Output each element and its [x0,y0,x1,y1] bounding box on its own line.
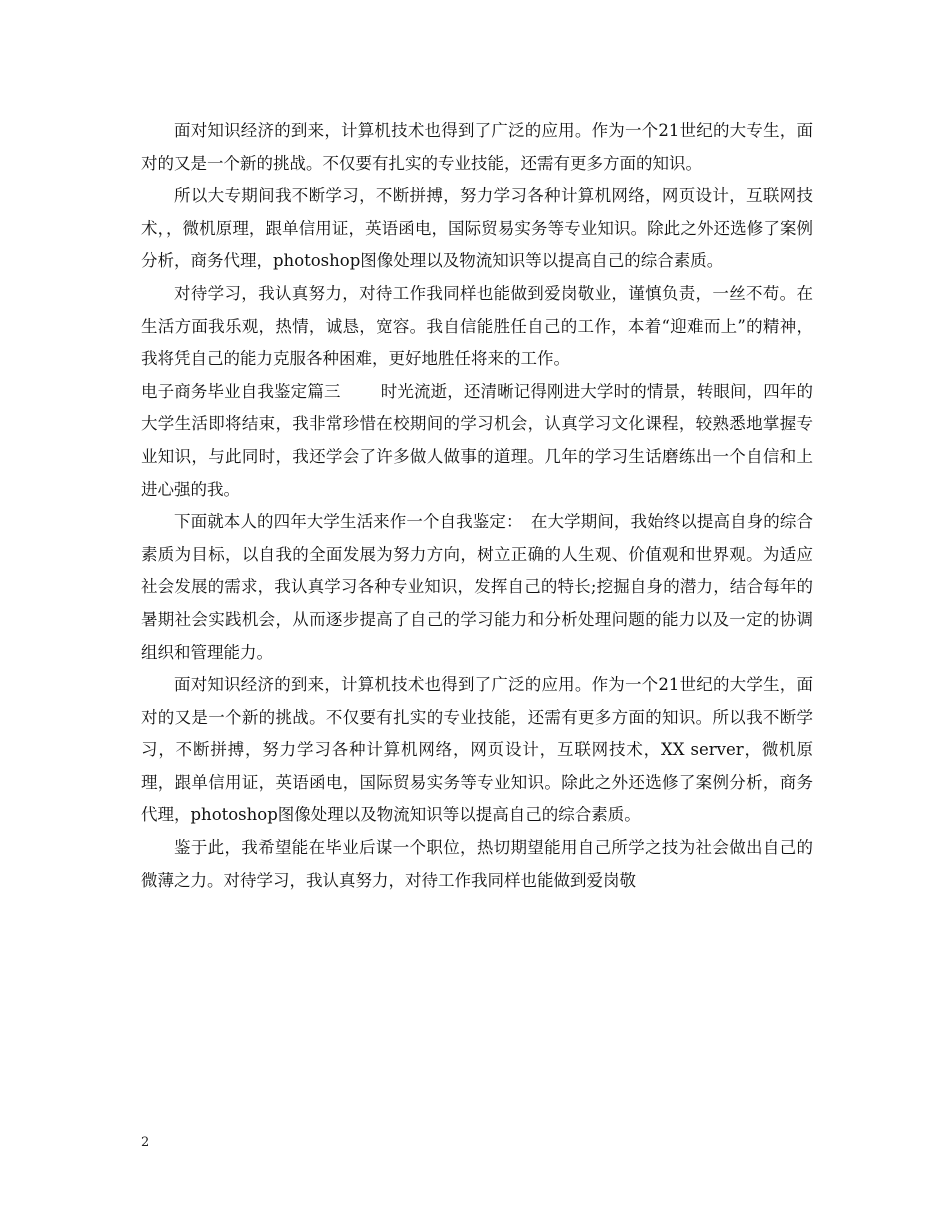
paragraph-3: 对待学习，我认真努力，对待工作我同样也能做到爱岗敬业，谨慎负责，一丝不苟。在生活方面我乐观，热情，诚恳，宽容。我自信能胜任自己的工作，本着“迎难而上”的精神，我将凭自己的能力克服各种困难，更好地胜任将来的工作。 [141,283,813,369]
paragraph-2: 所以大专期间我不断学习，不断拼搏，努力学习各种计算机网络，网页设计，互联网技术，，微机原理，跟单信用证，英语函电，国际贸易实务等专业知识。除此之外还选修了案例分析，商务代理，photoshop图像处理以及物流知识等以提高自己的综合素质。 [141,186,813,271]
paragraph-4: 下面就本人的四年大学生活来作一个自我鉴定： 在大学期间，我始终以提高自身的综合素质为目标，以自我的全面发展为努力方向，树立正确的人生观、价值观和世界观。为适应社会发展的需求，我认真学习各种专业知识，发挥自己的特长;挖掘自身的潜力，结合每年的暑期社会实践机会，从而逐步提高了自己的学习能力和分析处理问题的能力以及一定的协调组织和管理能力。 [141,512,813,662]
section-paragraph [141,376,813,506]
paragraph-6: 鉴于此，我希望能在毕业后谋一个职位，热切期望能用自己所学之技为社会做出自己的微薄之力。对待学习，我认真努力，对待工作我同样也能做到爱岗敬 [141,838,813,890]
page-number: 2 [141,1135,150,1150]
paragraph-5: 面对知识经济的到来，计算机技术也得到了广泛的应用。作为一个21世纪的大学生，面对的又是一个新的挑战。不仅要有扎实的专业技能，还需有更多方面的知识。所以我不断学习，不断拼搏，努力学习各种计算机网络，网页设计，互联网技术，XX server，微机原理，跟单信用证，英语函电，国际贸易实务等专业知识。除此之外还选修了案例分析，商务代理，photoshop图像处理以及物流知识等以提高自己的综合素质。 [141,675,813,825]
section-first-text: 时光流逝，还清晰记得刚进大学时的情景，转眼间，四年的大学生活即将结束，我非常珍惜在校期间的学习机会，认真学习文化课程，较熟悉地掌握专业知识，与此同时，我还学会了许多做人做事的道理。几年的学习生话磨练出一个自信和上进心强的我。 [141,381,814,499]
document-body [141,115,813,897]
section-title: 电子商务毕业自我鉴定篇三 [141,381,341,401]
paragraph-1: 面对知识经济的到来，计算机技术也得到了广泛的应用。作为一个21世纪的大专生，面对的又是一个新的挑战。不仅要有扎实的专业技能，还需有更多方面的知识。 [141,121,813,173]
